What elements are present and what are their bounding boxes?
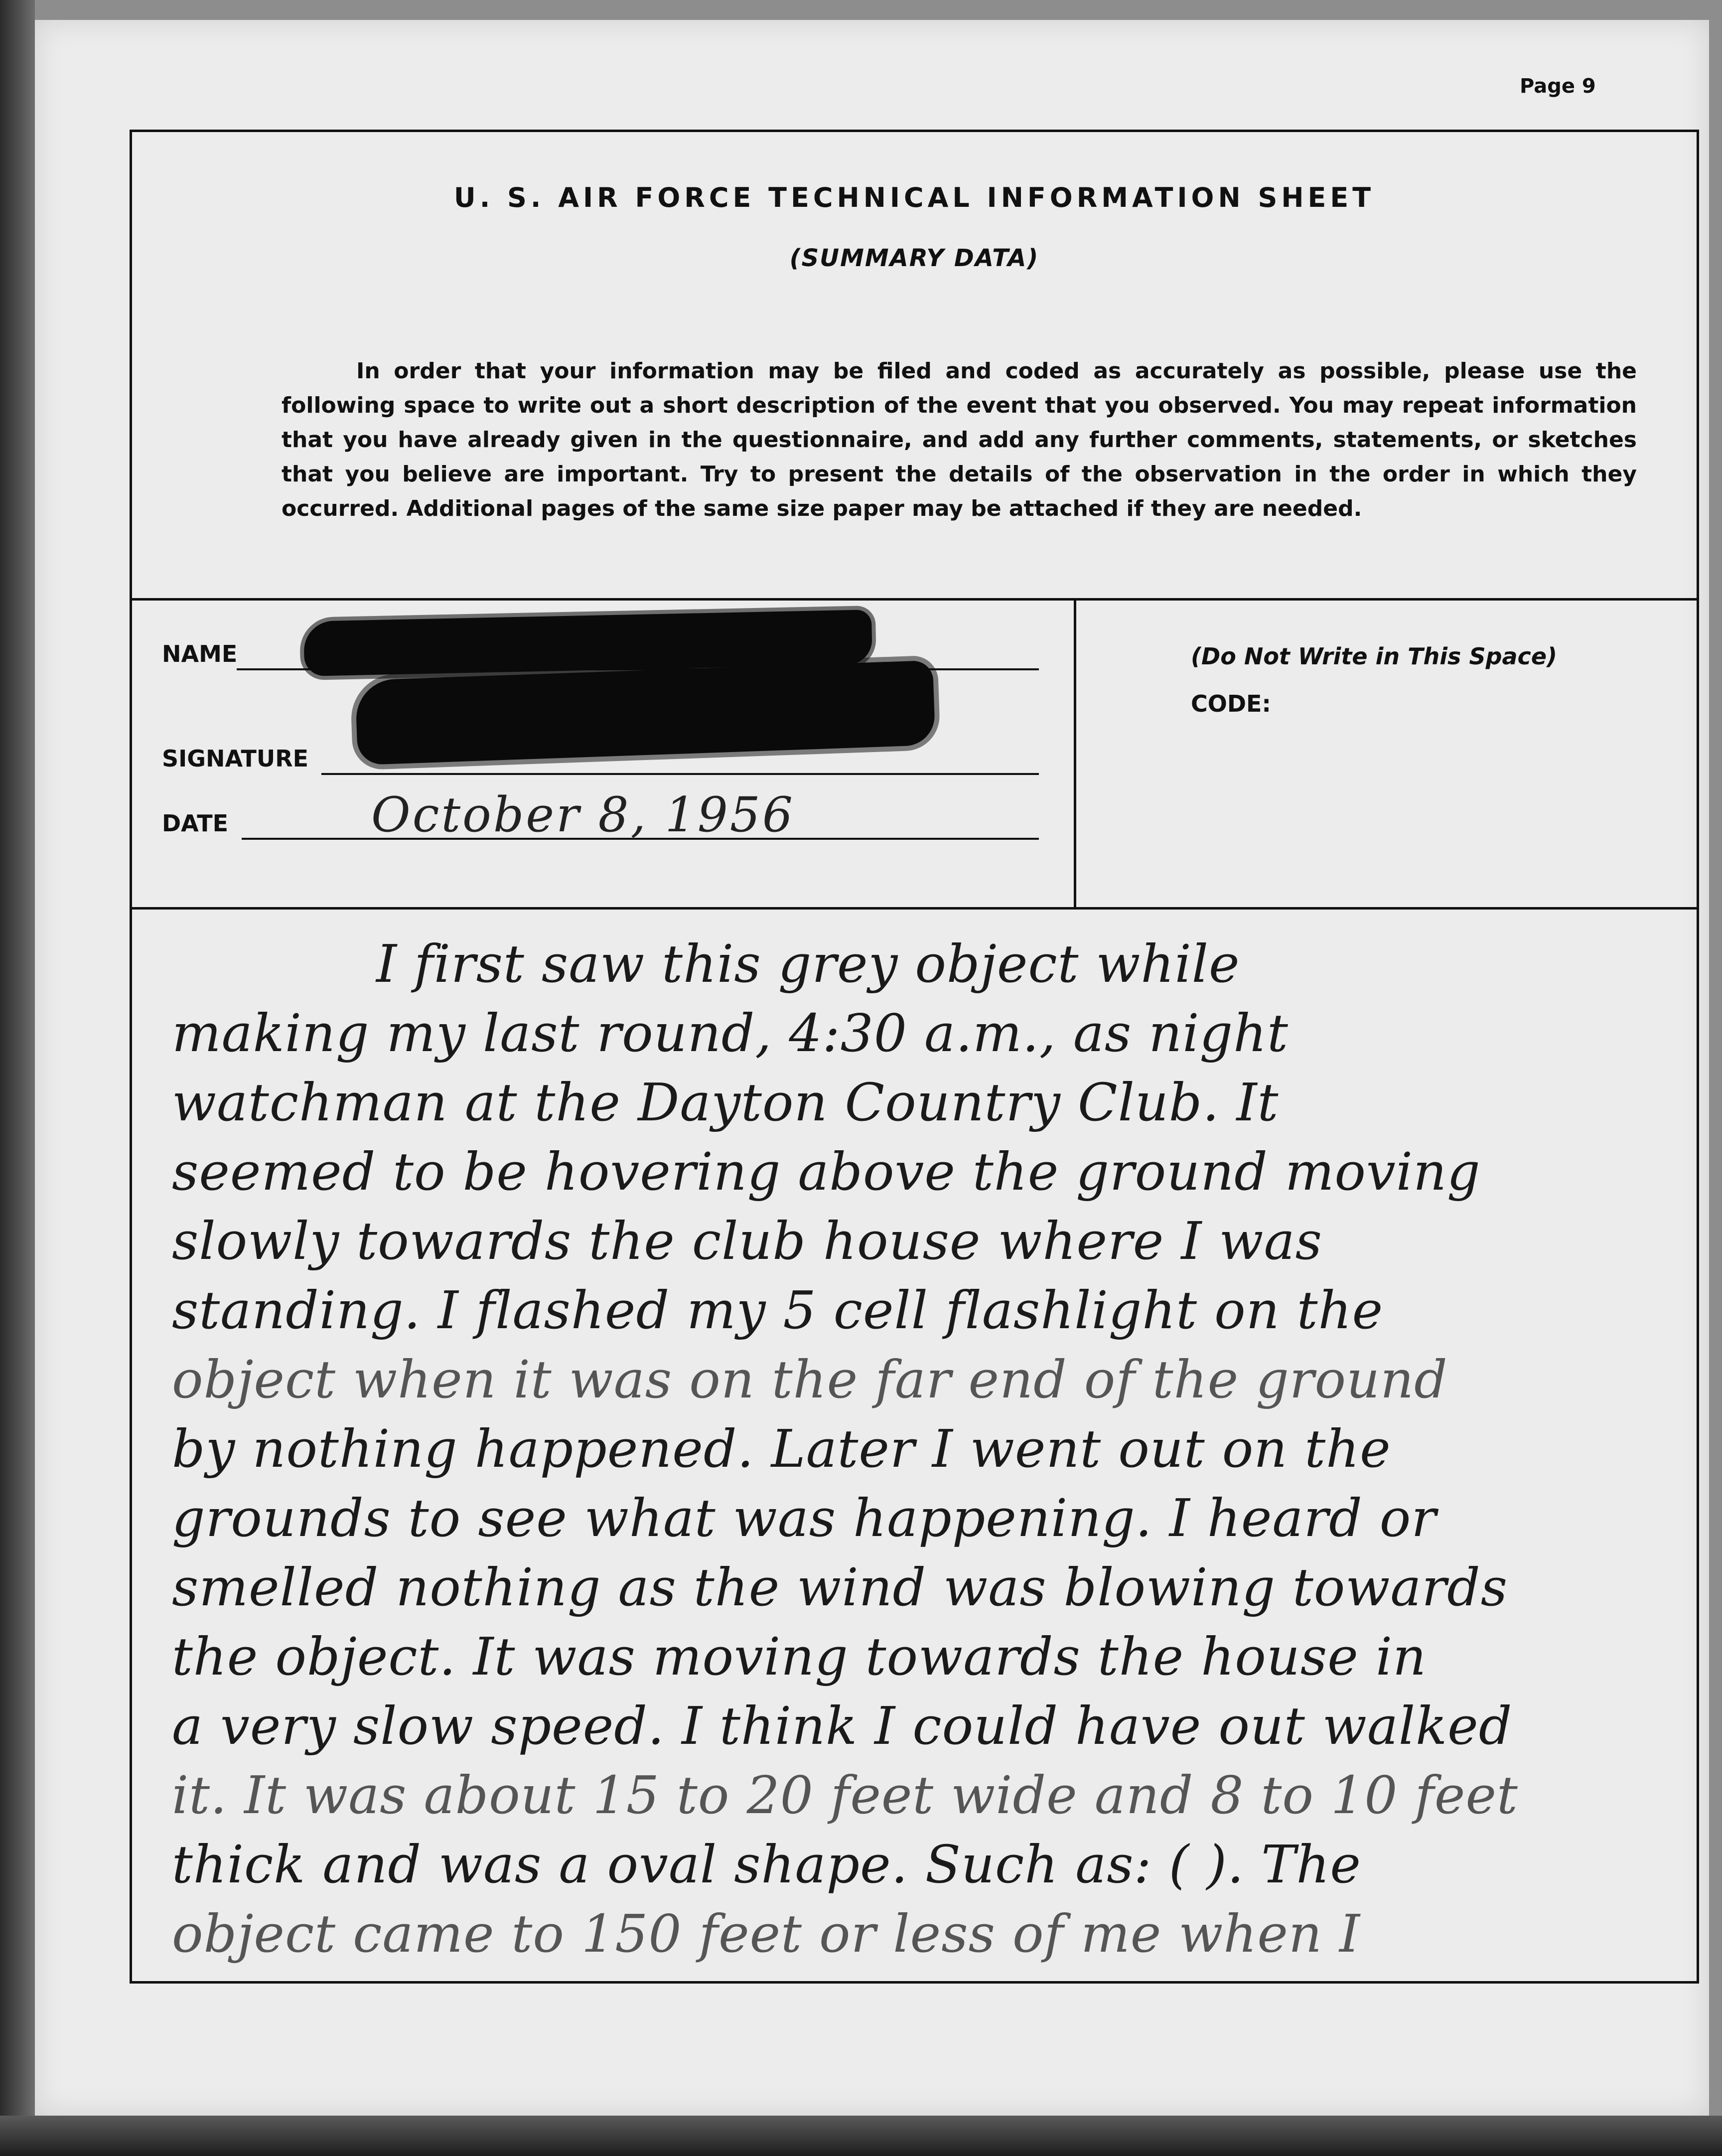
identification-section (132, 601, 1697, 910)
date-label: DATE (162, 810, 229, 837)
form-header-section (132, 132, 1697, 601)
narrative-line: the object. It was moving towards the house in (172, 1626, 1427, 1687)
narrative-line: seemed to be hovering above the ground moving (172, 1141, 1481, 1202)
handwritten-narrative (172, 929, 1657, 1969)
narrative-line: by nothing happened. Later I went out on the (172, 1418, 1391, 1479)
form-frame (130, 130, 1699, 1984)
narrative-line: object when it was on the far end of the ground (172, 1349, 1448, 1410)
narrative-line: slowly towards the club house where I was (172, 1211, 1322, 1271)
signature-field (162, 735, 1039, 775)
name-label: NAME (162, 640, 238, 667)
narrative-line: a very slow speed. I think I could have out walked (172, 1695, 1513, 1756)
form-instructions: In order that your information may be filed and coded as accurately as possible, please use the following space to write out a short description of the event that you observed. You may repeat information that you have already given in the questionnaire, and add any further comments, statements, or sketches that you believe are important. Try to present the details of the observation in the order in which they occurred. Additional pages of the same size paper may be attached if they are needed. (282, 358, 1637, 521)
narrative-line: it. It was about 15 to 20 feet wide and 8 to 10 feet (172, 1765, 1518, 1826)
document-sheet (35, 20, 1709, 2116)
narrative-line: thick and was a oval shape. Such as: ( ). The (172, 1834, 1361, 1895)
date-field (162, 787, 1039, 843)
code-label: CODE: (1191, 690, 1271, 717)
narrative-line: making my last round, 4:30 a.m., as night (172, 1003, 1289, 1064)
signature-line (321, 773, 1039, 775)
form-subtitle: (SUMMARY DATA) (789, 244, 1039, 272)
narrative-line: I first saw this grey object while (376, 933, 1240, 994)
photo-border-left (0, 0, 35, 2156)
signature-label: SIGNATURE (162, 745, 309, 772)
date-value: October 8, 1956 (371, 787, 795, 843)
signature-redaction (355, 660, 935, 765)
form-title: U. S. AIR FORCE TECHNICAL INFORMATION SHEET (453, 182, 1375, 213)
narrative-line: standing. I flashed my 5 cell flashlight on the (172, 1280, 1384, 1341)
office-use-note: (Do Not Write in This Space) (1191, 643, 1558, 670)
narrative-line: object came to 150 feet or less of me when I (172, 1903, 1361, 1964)
narrative-line: watchman at the Dayton Country Club. It (172, 1072, 1279, 1133)
narrative-line: grounds to see what was happening. I heard or (172, 1488, 1437, 1548)
photo-border-bottom (0, 2116, 1722, 2156)
page-number: Page 9 (1520, 75, 1596, 98)
identification-fields (132, 601, 1076, 907)
narrative-line: smelled nothing as the wind was blowing towards (172, 1557, 1508, 1618)
